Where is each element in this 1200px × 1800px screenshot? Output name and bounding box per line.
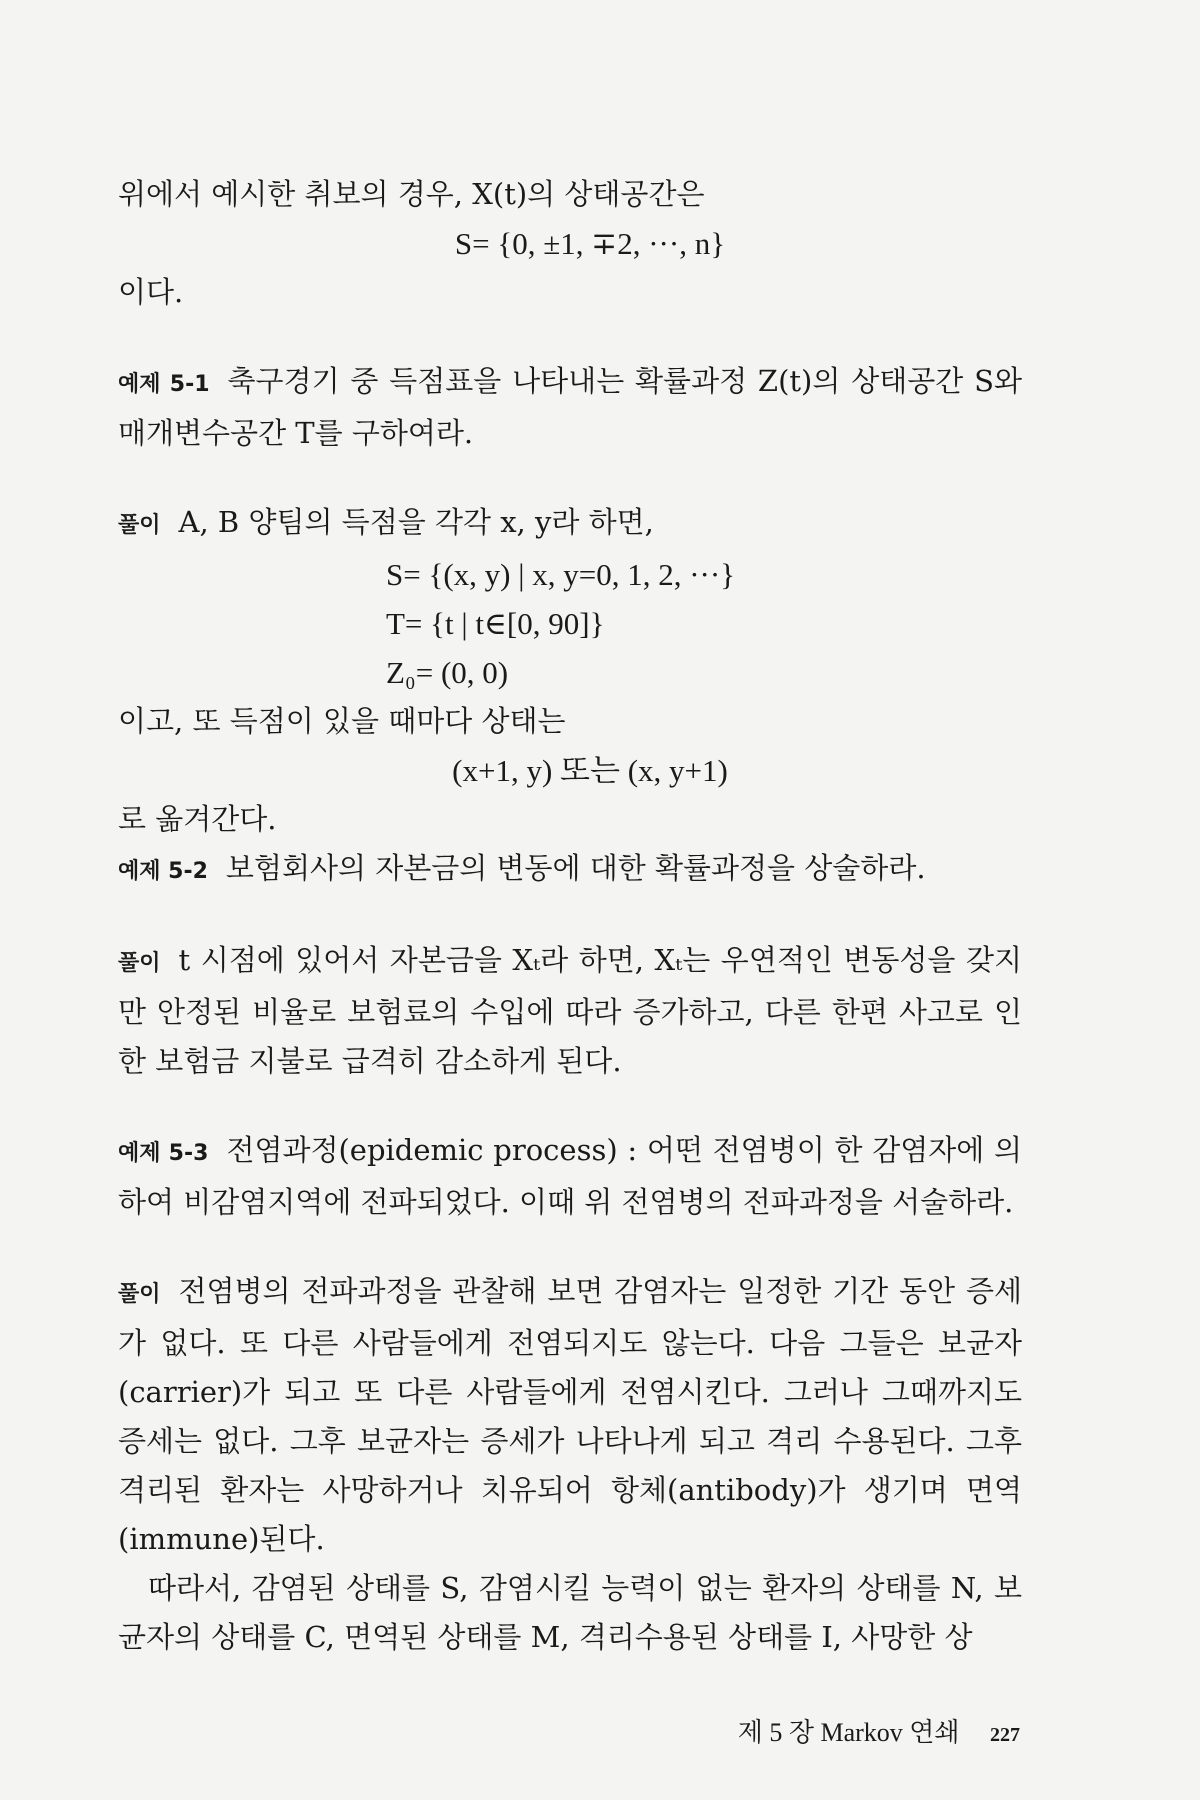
example-label: 예제 5-2 [118, 859, 208, 884]
solution-label: 풀이 [118, 1282, 161, 1307]
formula-state-space: S= {0, ±1, ∓2, ···, n} [454, 226, 726, 261]
solution-text: A, B 양팀의 득점을 각각 x, y라 하면, [178, 505, 654, 539]
solution-text: t 시점에 있어서 자본금을 Xₜ라 하면, Xₜ는 우연적인 변동성을 갖지만 안정된 비율로 보험료의 수입에 따라 증가하고, 다른 한편 사고로 인한 보험금 지불로 급격히 감소하게 된다. [118, 943, 1022, 1078]
paragraph-ida: 이다. [118, 275, 184, 309]
page-footer [738, 1708, 1020, 1760]
example-text: 전염과정(epidemic process) : 어떤 전염병이 한 감염자에 의하여 비감염지역에 전파되었다. 이때 위 전염병의 전파과정을 서술하라. [118, 1133, 1022, 1219]
example-5-2 [118, 844, 1022, 896]
paragraph-state-move: 이고, 또 득점이 있을 때마다 상태는 [118, 704, 566, 738]
chapter-title: 제 5 장 Markov 연쇄 [737, 1718, 960, 1747]
page-number: 227 [990, 1724, 1020, 1746]
paragraph-moves: 로 옮겨간다. [118, 802, 277, 836]
example-5-1 [118, 357, 1022, 458]
solution-5-2 [118, 936, 1022, 1086]
formula-z0: Z₀= (0, 0) [386, 655, 509, 690]
solution-text: 전염병의 전파과정을 관찰해 보면 감염자는 일정한 기간 동안 증세가 없다. 또 다른 사람들에게 전염되지도 않는다. 다음 그들은 보균자(carrier)가 되고 또 다른 사람들에게 전염시킨다. 그러나 그때까지도 증세는 없다. 그후 보균자는 증세가 나타나게 되고 격리 수용된다. 그후 격리된 환자는 사망하거나 치유되어 항체(antibody)가 생기며 면역(immune)된다. [118, 1274, 1022, 1556]
solution-5-3 [118, 1267, 1022, 1564]
example-label: 예제 5-3 [118, 1141, 209, 1166]
example-5-3 [118, 1126, 1022, 1227]
solution-label: 풀이 [118, 951, 161, 976]
example-text: 보험회사의 자본금의 변동에 대한 확률과정을 상술하라. [225, 851, 926, 885]
formula-s: S= {(x, y) | x, y=0, 1, 2, ···} [386, 557, 736, 592]
formula-t: T= {t | t∈[0, 90]} [386, 606, 605, 641]
example-label: 예제 5-1 [118, 372, 210, 397]
paragraph-states: 따라서, 감염된 상태를 S, 감염시킬 능력이 없는 환자의 상태를 N, 보균자의 상태를 C, 면역된 상태를 M, 격리수용된 상태를 I, 사망한 상 [118, 1571, 1022, 1654]
formula-transition: (x+1, y) 또는 (x, y+1) [452, 753, 728, 788]
solution-label: 풀이 [118, 513, 161, 538]
example-text: 축구경기 중 득점표을 나타내는 확률과정 Z(t)의 상태공간 S와 매개변수공간 T를 구하여라. [118, 364, 1022, 450]
solution-5-1 [118, 498, 1022, 550]
paragraph-intro: 위에서 예시한 취보의 경우, X(t)의 상태공간은 [118, 177, 705, 211]
